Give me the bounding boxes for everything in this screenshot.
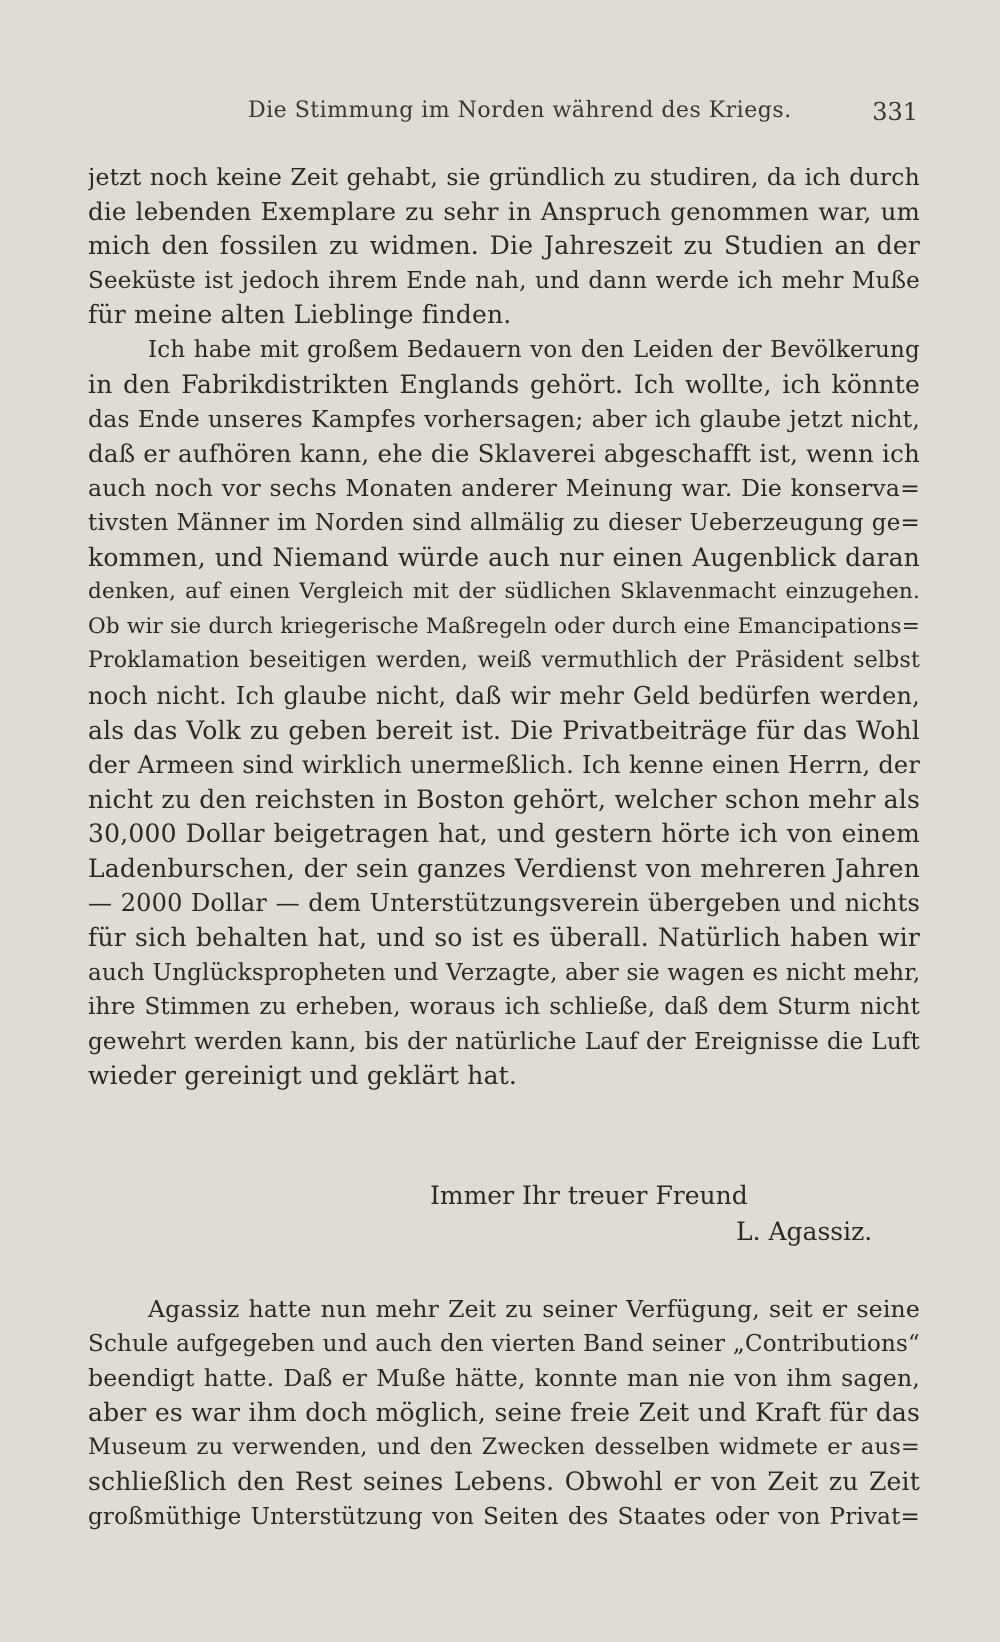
text-line: nicht zu den reichsten in Boston gehört, welcher schon mehr als xyxy=(88,784,920,814)
text-line: 30,000 Dollar beigetragen hat, und gestern hörte ich von einem xyxy=(88,819,920,849)
letter-closing xyxy=(88,1178,920,1250)
text-line: jetzt noch keine Zeit gehabt, sie gründlich zu studiren, da ich durch xyxy=(88,163,920,191)
text-line: für sich behalten hat, und so ist es überall. Natürlich haben wir xyxy=(88,923,920,953)
main-text-continued xyxy=(88,1292,920,1534)
text-line: als das Volk zu geben bereit ist. Die Privatbeiträge für das Wohl xyxy=(88,715,920,745)
text-line: mich den fossilen zu widmen. Die Jahreszeit zu Studien an der xyxy=(88,231,920,261)
text-line: beendigt hatte. Daß er Muße hätte, konnte man nie von ihm sagen, xyxy=(88,1364,920,1393)
paragraph-1 xyxy=(88,160,920,333)
text-line: aber es war ihm doch möglich, seine freie Zeit und Kraft für das xyxy=(88,1397,920,1427)
text-line: wieder gereinigt und geklärt hat. xyxy=(88,1061,518,1091)
text-line: kommen, und Niemand würde auch nur einen Augenblick daran xyxy=(88,542,920,572)
main-text xyxy=(88,160,920,1094)
text-line: daß er aufhören kann, ehe die Sklaverei abgeschafft ist, wenn ich xyxy=(88,438,920,468)
page-number: 331 xyxy=(872,98,918,126)
running-head: Die Stimmung im Norden während des Kriegs. xyxy=(248,98,792,123)
text-line: — 2000 Dollar — dem Unterstützungsverein übergeben und nichts xyxy=(88,889,920,918)
text-line: Agassiz hatte nun mehr Zeit zu seiner Verfügung, seit er seine xyxy=(148,1295,920,1323)
text-line: ihre Stimmen zu erheben, woraus ich schließe, daß dem Sturm nicht xyxy=(88,994,920,1021)
text-line: großmüthige Unterstützung von Seiten des Staates oder von Privat= xyxy=(88,1503,920,1530)
text-line: Ob wir sie durch kriegerische Maßregeln oder durch eine Emancipations= xyxy=(88,613,920,639)
text-line: Seeküste ist jedoch ihrem Ende nah, und dann werde ich mehr Muße xyxy=(88,267,920,294)
text-line: tivsten Männer im Norden sind allmälig zu dieser Ueberzeugung ge= xyxy=(88,509,920,536)
text-line: auch Unglückspropheten und Verzagte, aber sie wagen es nicht mehr, xyxy=(88,959,920,986)
text-line: Proklamation beseitigen werden, weiß vermuthlich der Präsident selbst xyxy=(88,648,920,674)
text-line: Ladenburschen, der sein ganzes Verdienst von mehreren Jahren xyxy=(88,853,920,883)
closing-phrase: Immer Ihr treuer Freund xyxy=(430,1181,748,1210)
text-line: gewehrt werden kann, bis der natürliche Lauf der Ereignisse die Luft xyxy=(88,1028,920,1055)
text-line: schließlich den Rest seines Lebens. Obwohl er von Zeit zu Zeit xyxy=(88,1466,920,1496)
text-line: auch noch vor sechs Monaten anderer Meinung war. Die konserva= xyxy=(88,474,920,503)
text-line: die lebenden Exemplare zu sehr in Anspruch genommen war, um xyxy=(88,196,920,226)
text-line: noch nicht. Ich glaube nicht, daß wir mehr Geld bedürfen werden, xyxy=(88,681,920,710)
text-line: Museum zu verwenden, und den Zwecken desselben widmete er aus= xyxy=(88,1434,920,1461)
text-line: der Armeen sind wirklich unermeßlich. Ich kenne einen Herrn, der xyxy=(88,751,920,780)
signature: L. Agassiz. xyxy=(736,1217,873,1246)
text-line: Ich habe mit großem Bedauern von den Leiden der Bevölkerung xyxy=(148,336,920,363)
text-line: das Ende unseres Kampfes vorhersagen; aber ich glaube jetzt nicht, xyxy=(88,405,920,434)
text-line: Schule aufgegeben und auch den vierten Band seiner „Contributions“ xyxy=(88,1330,920,1357)
page-header xyxy=(88,98,918,138)
paragraph-2 xyxy=(88,333,920,1094)
text-line: für meine alten Lieblinge finden. xyxy=(88,300,512,330)
text-line: in den Fabrikdistrikten Englands gehört. Ich wollte, ich könnte xyxy=(88,369,920,399)
text-line: denken, auf einen Vergleich mit der südlichen Sklavenmacht einzugehen. xyxy=(88,579,920,605)
paragraph-3 xyxy=(88,1292,920,1534)
